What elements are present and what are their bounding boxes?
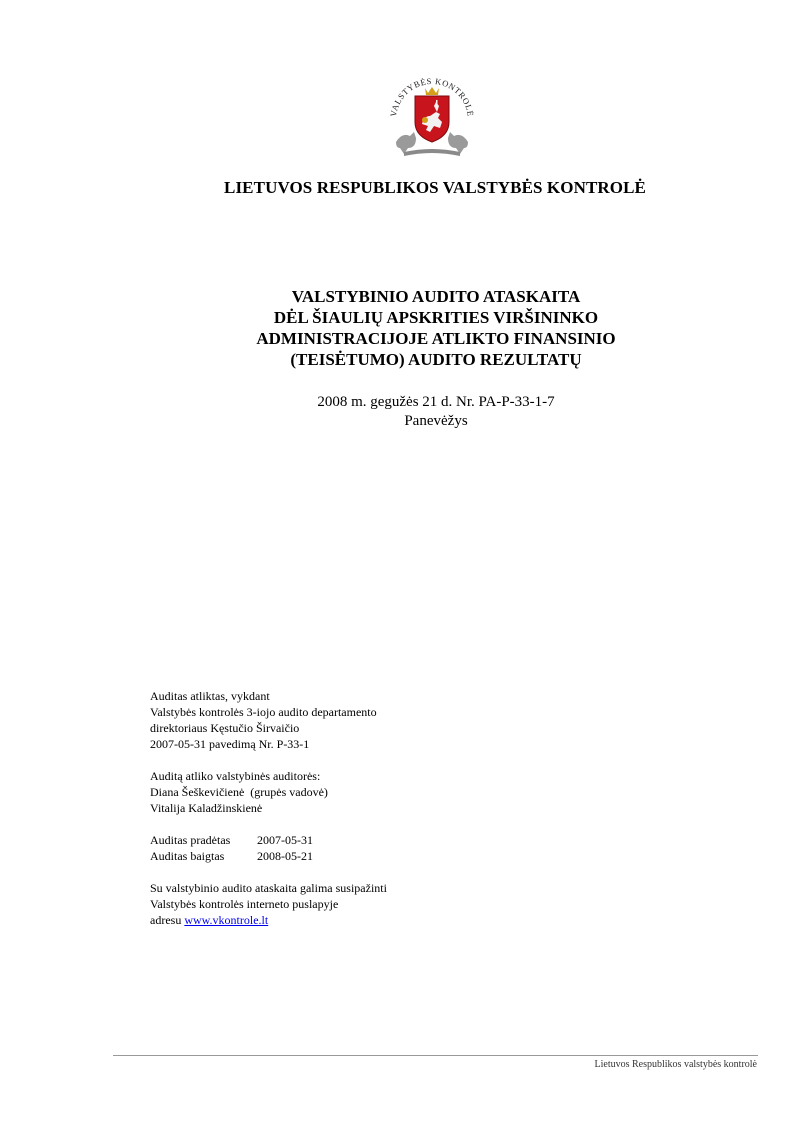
- auditors-heading: Auditą atliko valstybinės auditorės:: [150, 769, 321, 783]
- audit-finished-row: [150, 848, 510, 864]
- access-prefix: adresu: [150, 913, 185, 927]
- report-title-line: DĖL ŠIAULIŲ APSKRITIES VIRŠININKO: [273, 308, 599, 327]
- performed-line: Valstybės kontrolės 3-iojo audito departamento: [150, 705, 377, 719]
- audit-started-date: 2007-05-31: [257, 833, 313, 847]
- report-meta: [0, 393, 794, 431]
- website-link[interactable]: www.vkontrole.lt: [184, 913, 269, 927]
- performed-line: 2007-05-31 pavedimą Nr. P-33-1: [150, 737, 310, 751]
- report-title-line: (TEISĖTUMO) AUDITO REZULTATŲ: [290, 350, 582, 369]
- audit-finished-date: 2008-05-21: [257, 849, 313, 863]
- audit-finished-label: Auditas baigtas: [150, 849, 225, 863]
- access-line: [150, 912, 510, 928]
- audit-info: [150, 688, 510, 928]
- auditor-name: Diana Šeškevičienė (grupės vadovė): [150, 785, 328, 799]
- report-title-line: VALSTYBINIO AUDITO ATASKAITA: [291, 287, 581, 306]
- access-line: Valstybės kontrolės interneto puslapyje: [150, 897, 339, 911]
- performed-line: Auditas atliktas, vykdant: [150, 689, 270, 703]
- report-title: [0, 286, 794, 370]
- logo-arc-text: ALSTYBĖS KONTROL: [390, 76, 474, 113]
- auditor-name: Vitalija Kaladžinskienė: [150, 801, 263, 815]
- access-line: Su valstybinio audito ataskaita galima susipažinti: [150, 881, 387, 895]
- performed-line: direktoriaus Kęstučio Širvaičio: [150, 721, 300, 735]
- report-date-number: 2008 m. gegužės 21 d. Nr. PA-P-33-1-7: [317, 394, 555, 410]
- footer-divider: [113, 1055, 758, 1056]
- coat-of-arms-icon: [390, 76, 474, 158]
- footer-text: Lietuvos Respublikos valstybės kontrolė: [594, 1059, 757, 1070]
- organization-title: LIETUVOS RESPUBLIKOS VALSTYBĖS KONTROLĖ: [224, 178, 646, 197]
- audit-started-row: [150, 832, 510, 848]
- report-place: Panevėžys: [404, 413, 468, 429]
- audit-started-label: Auditas pradėtas: [150, 833, 231, 847]
- report-title-line: ADMINISTRACIJOJE ATLIKTO FINANSINIO: [256, 329, 616, 348]
